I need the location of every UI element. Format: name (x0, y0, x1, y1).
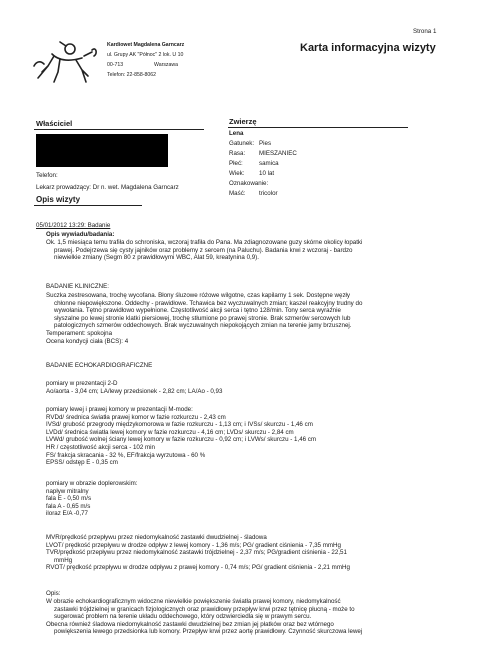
clinic-postal: 00-713 (107, 62, 124, 68)
interview-text (46, 239, 362, 262)
page-number: Strona 1 (413, 28, 437, 35)
text-line: IVSd/ grubość przegrody międzykomorowa w fazie rozkurczu - 1,13 cm; i IVSs/ skurczu - 1,46 cm (46, 421, 313, 429)
text-line: fala E - 0,50 m/s (46, 495, 92, 503)
text-line: pomiary w obrazie doplerowskim: (46, 480, 138, 487)
animal-field-label: Płeć: (229, 160, 243, 167)
animal-field-value: samica (259, 160, 279, 167)
animal-field-value: tricolor (259, 190, 278, 197)
clinic-name: Kardiowet Magdalena Garncarz (107, 42, 185, 48)
text-line: W obrazie echokardiograficznym widoczne niewielkie powiększenie światła prawej komory, niedomykalność (46, 598, 341, 605)
visit-date: 05/01/2012 13:29: Badanie (36, 222, 111, 229)
text-line: Ok. 1,5 miesiąca temu trafiła do schroniska, wczoraj trafiła do Pana. Ma zdiagnozowane guzy skórne okolicy łopatki (46, 239, 363, 246)
text-line: Ocena kondycji ciała (BCS): 4 (46, 337, 129, 345)
text-line: zastawki trójdzielnej w granicach fizjologicznych oraz prawidłowy przepływ krwi przez tętnicę płucną - może to (54, 605, 355, 613)
animal-field-value: Pies (259, 140, 272, 147)
owner-rule (34, 129, 204, 130)
text-line: FS/ frakcja skracania - 32 %, EF/frakcja wyrzutowa - 60 % (46, 451, 206, 459)
owner-redacted-block (36, 134, 168, 167)
animal-field-value: MIESZANIEC (259, 150, 297, 157)
animal-field-label: Rasa: (229, 150, 246, 157)
text-line: pomiary lewej i prawej komory w prezentacji M-mode: (46, 406, 193, 413)
text-line: Suczka zestresowana, trochę wycofana. Błony śluzowe różowe wilgotne, czas kapilarny 1 sek. Dostępne węzły (46, 292, 351, 299)
text-line: TVR/prędkość przepływu przez niedomykalność zastawki trójdzielnej - 2,37 m/s; PG/gradient ciśnienia - 22,51 (46, 549, 347, 557)
text-line: sugerować problem na terenie układu oddechowego, który odzwierciedla się w prawym sercu. (54, 613, 312, 621)
animal-field-label: Wiek: (229, 170, 245, 177)
interview-label: Opis wywiadu/badania: (46, 231, 115, 238)
visit-header: Opis wizyty (36, 195, 81, 204)
text-line: Obecna również śladowa niedomykalność zastawki dwudzielnej bez zmian jej płatków oraz bez wtórnego (46, 620, 334, 628)
animal-header: Zwierzę (229, 117, 257, 126)
text-line: patologicznych szmerów oddechowych. Brak wyczuwalnych niepokojących zmian na terenie jamy brzusznej. (54, 322, 352, 330)
echo-label: BADANIE ECHOKARDIOGRAFICZNE (46, 362, 153, 369)
text-line: RVOT/ prędkość przepływu w drodze odpływu z prawej komory - 0,74 m/s; PG/ gradient ciśnienia - 2,21 mmHg (46, 564, 350, 572)
animal-rule (228, 127, 408, 128)
animal-field-label: Gatunek: (229, 140, 255, 147)
animal-field-value: 10 lat (259, 170, 275, 177)
animal-field-label: Maść: (229, 190, 246, 197)
clinic-phone: Telefon: 22-858-8062 (107, 72, 157, 78)
text-line: pomiary w prezentacji 2-D (46, 380, 118, 387)
clinic-city: Warszawa (154, 62, 179, 68)
text-line: słyszalne po lewej stronie klatki piersiowej, trochę stłumione po prawej stronie. Brak szmerów sercowych lub (54, 314, 351, 322)
pres2d-block (46, 380, 222, 395)
text-line: napływ mitralny (46, 487, 89, 495)
clinic-logo (30, 36, 102, 88)
text-line: LVDd/ średnica światła lewej komory w fazie rozkurczu - 4,16 cm; LVDs/ skurczu - 2,84 cm (46, 428, 294, 436)
text-line: LVWd/ grubość wolnej ściany lewej komory w fazie rozkurczu - 0,92 cm; i LVWs/ skurczu - 1,46 cm (46, 436, 317, 444)
summary-text (46, 598, 362, 636)
text-line: wywołania. Tętno prawidłowo wypełnione. Częstotliwość akcji serca i tętno 128/min. Tony serca wyraźnie (54, 307, 341, 315)
owner-header: Właściciel (36, 119, 73, 128)
text-line: chłonne niepowiększone. Oddechy - prawidłowe. Tchawica bez wyczuwalnych zmian; kaszel reakcyjny trudny do (54, 299, 363, 307)
text-line: mmHg (54, 556, 73, 564)
flow-block (46, 534, 350, 572)
animal-field-label: Oznakowanie: (229, 180, 269, 187)
text-line: Ao/aorta - 3,04 cm; LA/lewy przedsionek - 2,82 cm; LA/Ao - 0,93 (46, 387, 223, 395)
doctor-line: Lekarz prowadzący: Dr n. wet. Magdalena Garncarz (36, 184, 179, 191)
mmode-block (46, 406, 316, 467)
text-line: iloraz E/A -0,77 (46, 510, 88, 518)
doppler-block (46, 480, 137, 518)
summary-label: Opis: (46, 590, 61, 597)
text-line: niewielkie zmiany (Segm 80 z prawidłowymi WBC, Alat 59, kreatynina 0,9). (54, 254, 259, 262)
animal-name: Lena (229, 130, 244, 137)
visit-rule (34, 205, 142, 206)
text-line: EPSS/ odstęp E - 0,35 cm (46, 459, 118, 467)
clinical-text (46, 292, 362, 345)
text-line: MVR/prędkość przepływu przez niedomykalność zastawki dwudzielnej - śladowa (46, 534, 267, 541)
text-line: Temperament: spokojna (46, 329, 113, 337)
text-line: powiększenia lewego przedsionka lub komory. Przepływ krwi przez aortę prawidłowy. Czynność skurczowa lewej (54, 628, 363, 636)
text-line: HR / częstotliwość akcji serca - 102 min (46, 443, 156, 451)
text-line: prawej. Podejrzewa się cysty jajników oraz problemy z sercem (na Paluchu). Badania krwi z wczoraj - bardzo (54, 246, 353, 254)
text-line: fala A - 0,65 m/s (46, 502, 91, 510)
clinical-label: BADANIE KLINICZNE: (46, 283, 109, 290)
document-title: Karta informacyjna wizyty (300, 42, 436, 54)
owner-phone-label: Telefon: (36, 172, 58, 179)
text-line: RVDd/ średnica światła prawej komor w fazie rozkurczu - 2,43 cm (46, 413, 226, 421)
clinic-address: ul. Grupy AK "Północ" 2 lok. U 10 (107, 52, 184, 58)
text-line: LVOT/ prędkość przepływu w drodze odpływ z lewej komory - 1,36 m/s; PG/ gradient ciśnienia - 7,35 mmHg (46, 541, 341, 549)
